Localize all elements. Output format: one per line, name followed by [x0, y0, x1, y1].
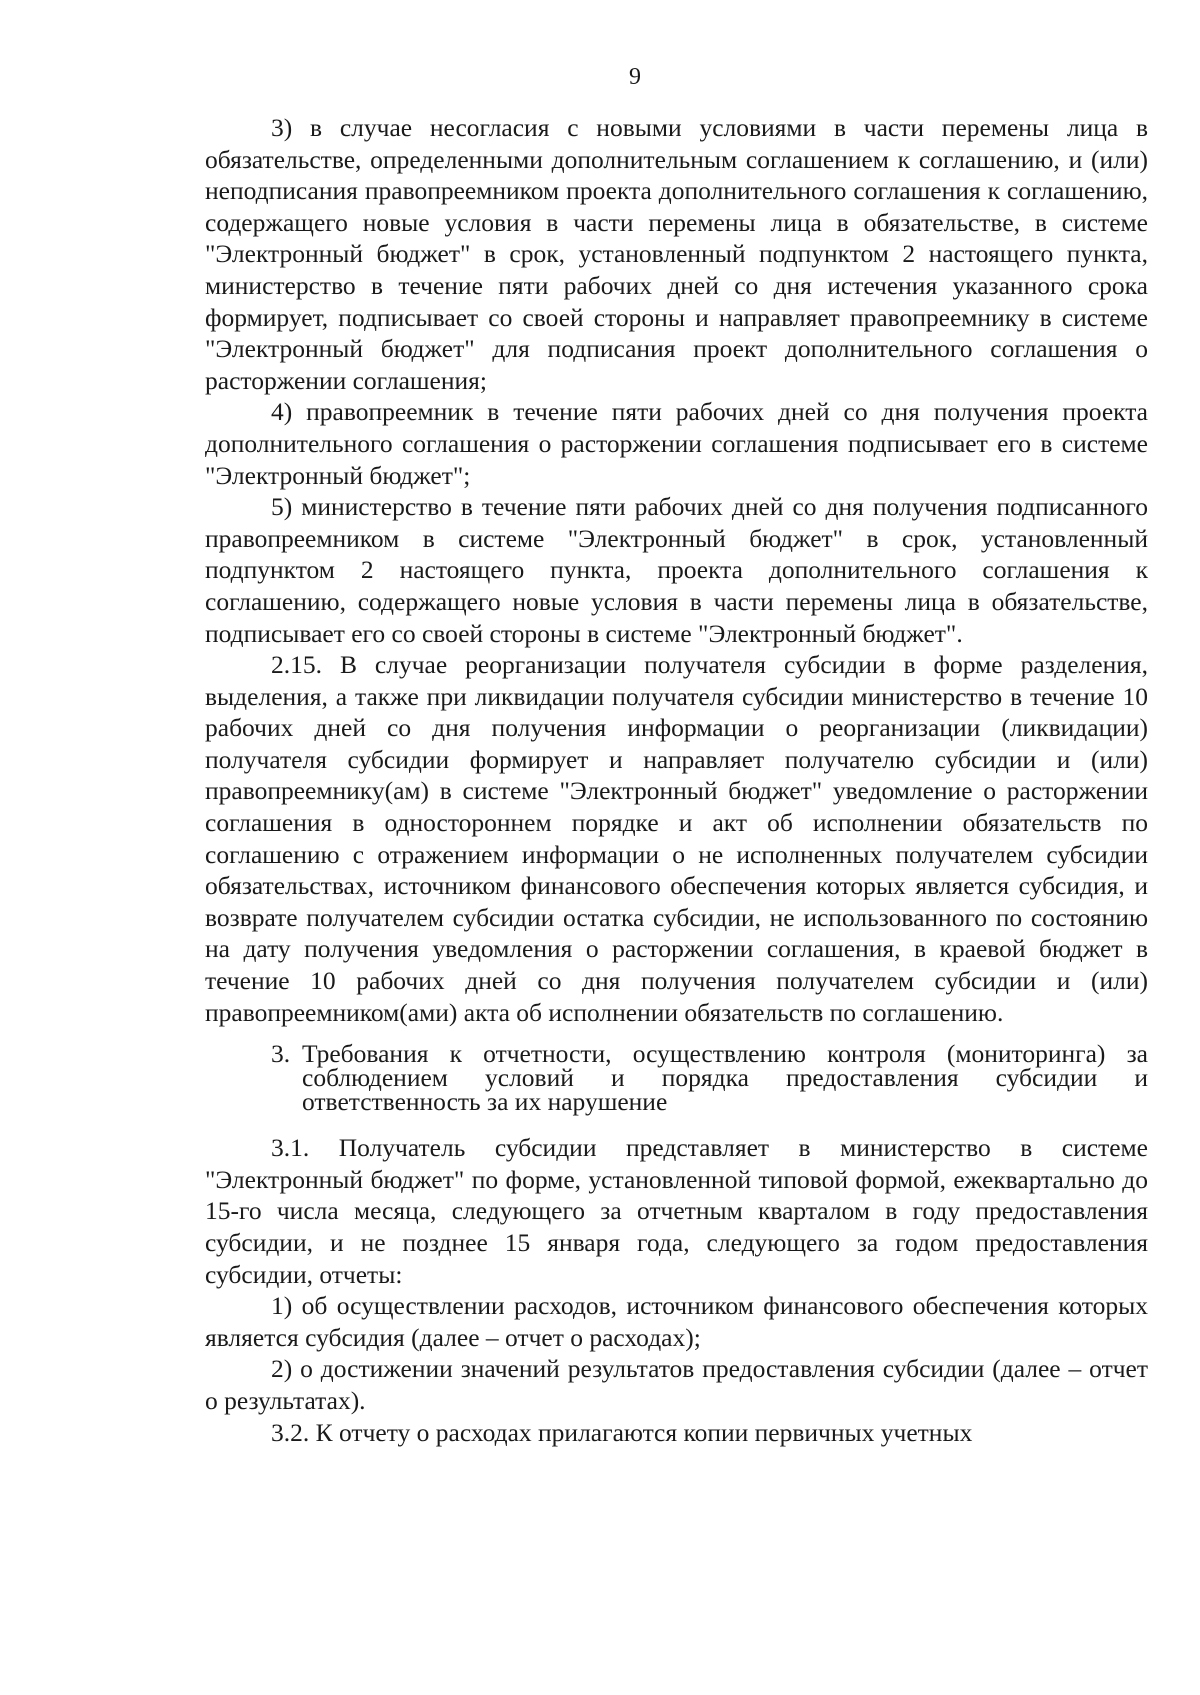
- paragraph-item-5: 5) министерство в течение пяти рабочих дней со дня получения подписанного правопреемником в системе "Электронный бюджет" в срок, установленный подпунктом 2 настоящего пункта, проекта дополнительного соглашения к соглашению, содержащего новые условия в части перемены лица в обязательстве, подписывает его со своей стороны в системе "Электронный бюджет".: [205, 492, 1148, 648]
- paragraph-item-4: 4) правопреемник в течение пяти рабочих дней со дня получения проекта дополнительного соглашения о расторжении соглашения подписывает его в системе "Электронный бюджет";: [205, 397, 1148, 490]
- section-number: 3.: [271, 1039, 291, 1069]
- paragraph-2-15: 2.15. В случае реорганизации получателя субсидии в форме разделения, выделения, а также при ликвидации получателя субсидии министерство в течение 10 рабочих дней со дня получения информации о реорганизации (ликвидации) получателя субсидии формирует и направляет получателю субсидии и (или) правопреемнику(ам) в системе "Электронный бюджет" уведомление о расторжении соглашения в одностороннем порядке и акт об исполнении обязательств по соглашению с отражением информации о не исполненных получателем субсидии обязательствах, источником финансового обеспечения которых является субсидия, и возврате получателем субсидии остатка субсидии, не использованного по состоянию на дату получения уведомления о расторжении соглашения, в краевой бюджет в течение 10 рабочих дней со дня получения получателем субсидии и (или) правопреемником(ами) акта об исполнении обязательств по соглашению.: [205, 650, 1148, 1027]
- page-number: 9: [629, 64, 641, 90]
- section-heading: [205, 1039, 1148, 1117]
- paragraph-item-1: 1) об осуществлении расходов, источником финансового обеспечения которых является субсидия (далее – отчет о расходах);: [205, 1291, 1148, 1352]
- paragraph-3-1: 3.1. Получатель субсидии представляет в министерство в системе "Электронный бюджет" по форме, установленной типовой формой, ежеквартально до 15-го числа месяца, следующего за отчетным кварталом в году предоставления субсидии, и не позднее 15 января года, следующего за годом предоставления субсидии, отчеты:: [205, 1133, 1148, 1289]
- document-body: [205, 112, 1148, 1448]
- paragraph-item-2: 2) о достижении значений результатов предоставления субсидии (далее – отчет о результатах).: [205, 1354, 1148, 1415]
- section-title: Требования к отчетности, осуществлению контроля (мониторинга) за соблюдением условий и порядка предоставления субсидии и ответственность за их нарушение: [302, 1039, 1148, 1117]
- paragraph-3-2: 3.2. К отчету о расходах прилагаются копии первичных учетных: [271, 1417, 973, 1447]
- paragraph-item-3: 3) в случае несогласия с новыми условиями в части перемены лица в обязательстве, определенными дополнительным соглашением к соглашению, и (или) неподписания правопреемником проекта дополнительного соглашения к соглашению, содержащего новые условия в части перемены лица в обязательстве, в системе "Электронный бюджет" в срок, установленный подпунктом 2 настоящего пункта, министерство в течение пяти рабочих дней со дня истечения указанного срока формирует, подписывает со своей стороны и направляет правопреемнику в системе "Электронный бюджет" для подписания проект дополнительного соглашения о расторжении соглашения;: [205, 113, 1148, 395]
